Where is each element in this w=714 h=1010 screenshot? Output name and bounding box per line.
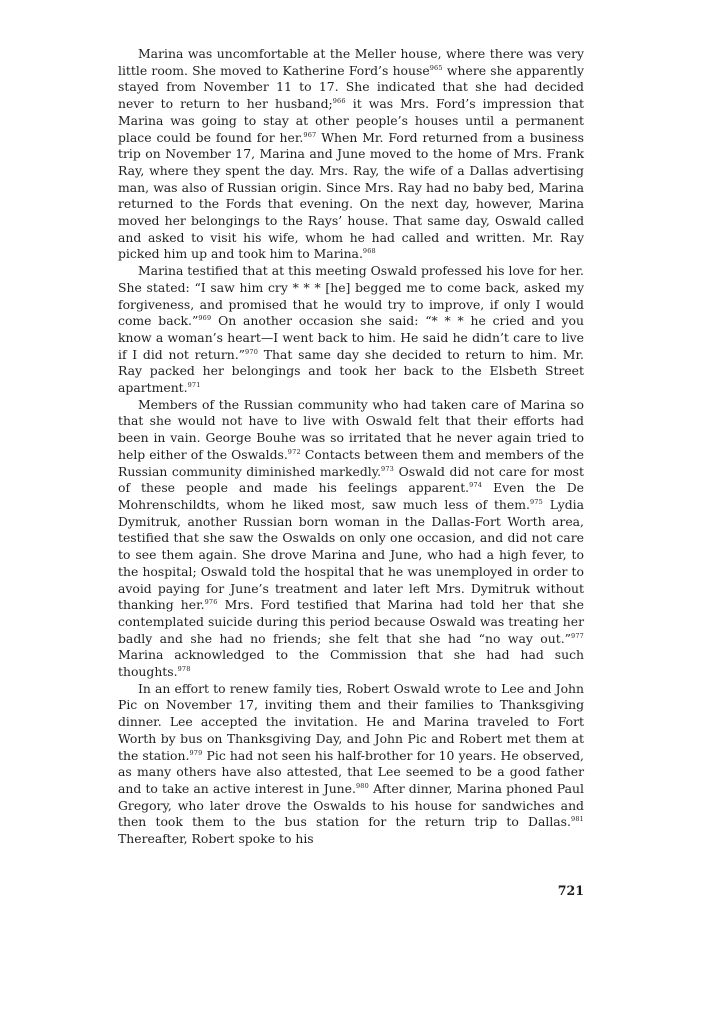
paragraph-text: Contacts between them and members of the Russian community diminished markedly. [118, 446, 584, 479]
paragraph-text: Oswald did not care for most of these people and made his feelings apparent. [118, 463, 584, 496]
footnote-reference: 969 [198, 314, 212, 323]
footnote-reference: 966 [332, 97, 346, 106]
paragraph-text: Pic had not seen his half-brother for 10 years. He observed, as many others have also attested, that Lee seemed to be a good father and to take an active interest in June. [118, 747, 584, 796]
paragraph-text: Mrs. Ford testified that Marina had told her that she contemplated suicide during this period because Oswald was treating her badly and she had no friends; she felt that she had “no way out.” [118, 597, 584, 646]
footnote-reference: 971 [187, 381, 201, 390]
paragraph [118, 681, 584, 848]
footnote-reference: 978 [177, 665, 191, 674]
footnote-reference: 981 [570, 815, 584, 824]
paragraph [118, 46, 584, 263]
paragraph [118, 263, 584, 397]
footnote-reference: 967 [303, 130, 317, 139]
footnote-reference: 979 [189, 748, 203, 757]
footnote-reference: 965 [429, 63, 443, 72]
paragraph-text: Lydia Dymitruk, another Russian born woman in the Dallas-Fort Worth area, testified that she saw the Oswalds on only one occasion, and did not care to see them again. She drove Marina and June, who had a high fever, to the hospital; Oswald told the hospital that he was unemployed in order to avoid paying for June’s treatment and later left Mrs. Dymitruk without thanking her. [118, 496, 585, 613]
paragraph-text: where she apparently stayed from November 11 to 17. She indicated that she had decided never to return to her husband; [118, 62, 584, 112]
footnote-reference: 980 [355, 781, 369, 790]
document-body [118, 46, 584, 848]
paragraph-text: When Mr. Ford returned from a business trip on November 17, Marina and June moved to the home of Mrs. Frank Ray, where they spent the day. Mrs. Ray, the wife of a Dallas advertising man, was also of Russian origin. Since Mrs. Ray had no baby bed, Marina returned to the Fords that evening. On the next day, however, Marina moved her belongings to the Rays’ house. That same day, Oswald called and asked to visit his wife, whom he had called and written. Mr. Ray picked him up and took him to Marina. [118, 129, 584, 262]
footnote-reference: 975 [529, 497, 543, 506]
paragraph-text: Members of the Russian community who had taken care of Marina so that she would not have to live with Oswald felt that their efforts had been in vain. George Bouhe was so irritated that he never again tried to help either of the Oswalds. [118, 396, 584, 462]
page-number: 721 [557, 883, 584, 898]
paragraph-text: After dinner, Marina phoned Paul Gregory, who later drove the Oswalds to his house for sandwiches and then took them to the bus station for the return trip to Dallas. [118, 780, 584, 830]
footnote-reference: 970 [245, 347, 259, 356]
paragraph-text: In an effort to renew family ties, Robert Oswald wrote to Lee and John Pic on November 17, inviting them and their families to Thanksgiving dinner. Lee accepted the invitation. He and Marina traveled to Fort Worth by bus on Thanksgiving Day, and John Pic and Robert met them at the station. [118, 680, 584, 763]
paragraph-text: Marina testified that at this meeting Oswald professed his love for her. She stated: “I saw him cry * * * [he] begged me to come back, asked my forgiveness, and promised that he would try to improve, if only I would come back.” [118, 263, 584, 329]
paragraph-text: That same day she decided to return to him. Mr. Ray packed her belongings and took her back to the Elsbeth Street apartment. [118, 346, 584, 396]
paragraph-text: Thereafter, Robert spoke to his [118, 831, 314, 847]
paragraph-text: Marina acknowledged to the Commission that she had had such thoughts. [118, 647, 584, 680]
footnote-reference: 972 [287, 447, 301, 456]
footnote-reference: 968 [362, 247, 376, 256]
paragraph-text: Marina was uncomfortable at the Meller house, where there was very little room. She moved to Katherine Ford’s house [118, 46, 584, 78]
footnote-reference: 976 [204, 598, 218, 607]
paragraph [118, 397, 584, 681]
footnote-reference: 977 [570, 631, 584, 640]
paragraph-text: it was Mrs. Ford’s impression that Marina was going to stay at other people’s houses until a permanent place could be found for her. [118, 96, 584, 145]
paragraph-text: Even the De Mohrenschildts, whom he liked most, saw much less of them. [118, 480, 584, 512]
footnote-reference: 974 [469, 481, 483, 490]
footnote-reference: 973 [381, 464, 395, 473]
paragraph-text: On another occasion she said: “* * * he cried and you know a woman’s heart—I went back to him. He said he didn’t care to live if I did not return.” [118, 313, 584, 362]
